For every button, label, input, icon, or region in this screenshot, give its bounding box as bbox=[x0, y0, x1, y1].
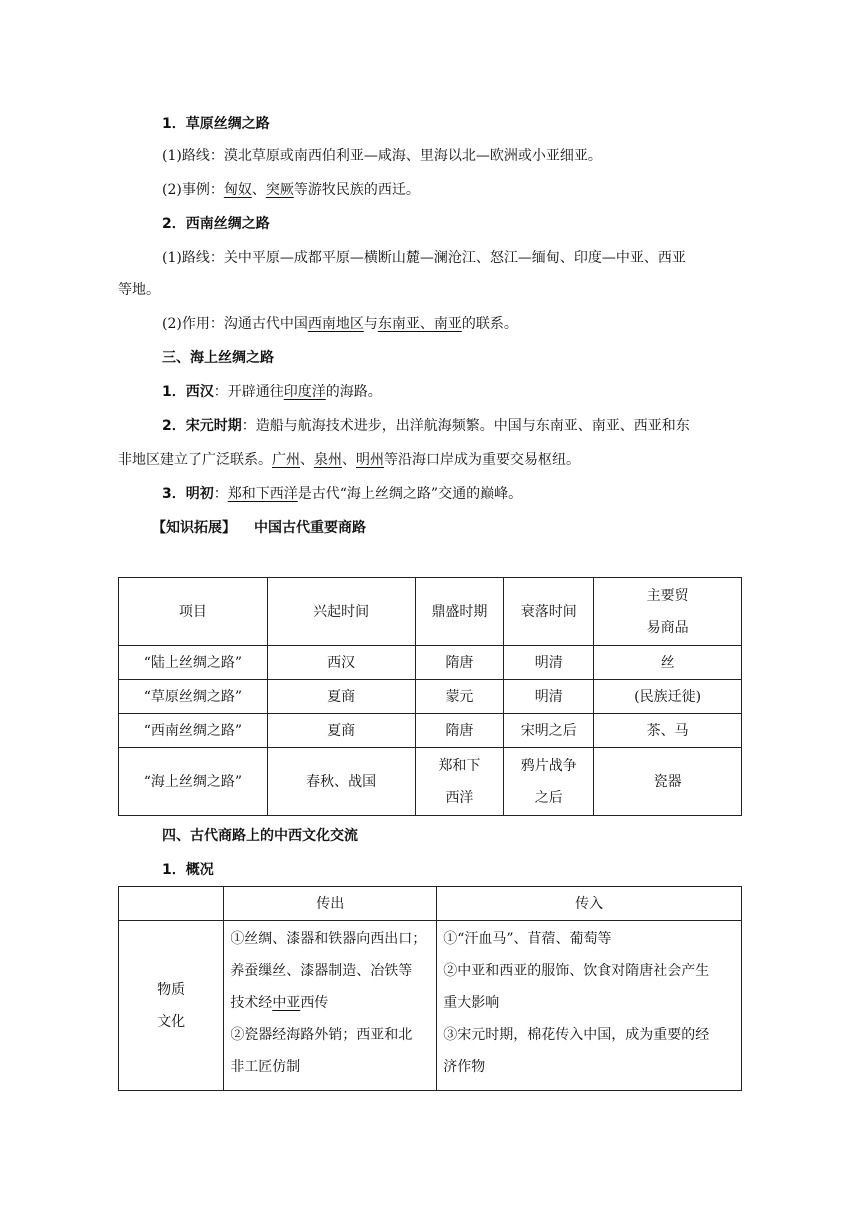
extension-title: 中国古代重要商路 bbox=[254, 520, 366, 536]
table-cell: 春秋、战国 bbox=[267, 748, 415, 816]
role-prefix: (2)作用：沟通古代中国 bbox=[162, 316, 308, 332]
section-title-text: 西南丝绸之路 bbox=[185, 216, 270, 232]
table-cell: 夏商 bbox=[267, 680, 415, 714]
underlined-term: 印度洋 bbox=[283, 384, 326, 400]
maritime-point-3 bbox=[162, 484, 522, 504]
point-label: 3．明初 bbox=[162, 486, 214, 502]
row-label bbox=[119, 921, 224, 1091]
cell-line: ②中亚和西亚的服饰、饮食对隋唐社会产生 bbox=[443, 963, 710, 979]
cell-line: 非工匠仿制 bbox=[230, 1059, 301, 1075]
table-cell: “西南丝绸之路” bbox=[119, 714, 268, 748]
cell-line: ③宋元时期，棉花传入中国，成为重要的经 bbox=[443, 1027, 710, 1043]
section-title-southwest bbox=[162, 214, 270, 234]
table-cell: 西汉 bbox=[267, 646, 415, 680]
maritime-point-2-line1 bbox=[162, 416, 690, 436]
point-text: ：造船与航海技术进步，出洋航海频繁。中国与东南亚、南亚、西亚和东 bbox=[241, 418, 690, 434]
point-text: 的海路。 bbox=[325, 384, 382, 400]
header-cell: 传出 bbox=[224, 887, 437, 921]
cell-line: ②瓷器经海路外销；西亚和北 bbox=[230, 1027, 413, 1043]
southwest-role bbox=[162, 314, 518, 334]
cell-line: 西洋 bbox=[445, 789, 474, 806]
header-cell bbox=[594, 578, 742, 646]
table-cell: 蒙元 bbox=[415, 680, 504, 714]
cultural-exchange-table bbox=[118, 886, 742, 1091]
table-row bbox=[119, 921, 742, 1091]
header-line: 易商品 bbox=[646, 619, 689, 636]
table-row bbox=[119, 680, 742, 714]
connector: 与 bbox=[363, 316, 378, 332]
maritime-point-2-line2 bbox=[118, 450, 580, 470]
table-cell bbox=[415, 748, 504, 816]
table-cell: 明清 bbox=[504, 646, 594, 680]
underlined-term: 中亚 bbox=[272, 995, 301, 1011]
table-cell: 隋唐 bbox=[415, 714, 504, 748]
point-text: 是古代“海上丝绸之路”交通的巅峰。 bbox=[297, 486, 523, 502]
cell-text: 西传 bbox=[300, 995, 329, 1011]
maritime-point-1 bbox=[162, 382, 382, 402]
example-prefix: (2)事例： bbox=[162, 182, 224, 198]
table-row bbox=[119, 646, 742, 680]
cell-line bbox=[230, 987, 436, 1019]
header-cell: 项目 bbox=[119, 578, 268, 646]
underlined-term: 郑和下西洋 bbox=[227, 486, 298, 502]
incoming-cell bbox=[437, 921, 742, 1091]
header-cell: 鼎盛时期 bbox=[415, 578, 504, 646]
table-cell: “草原丝绸之路” bbox=[119, 680, 268, 714]
table-cell: 隋唐 bbox=[415, 646, 504, 680]
table-cell: 茶、马 bbox=[594, 714, 742, 748]
point-text: 等沿海口岸成为重要交易枢纽。 bbox=[384, 452, 580, 468]
table-cell: 明清 bbox=[504, 680, 594, 714]
cell-line: 养蚕缫丝、漆器制造、冶铁等 bbox=[230, 963, 413, 979]
southwest-route-line2: 等地。 bbox=[118, 282, 160, 298]
separator: 、 bbox=[251, 182, 266, 198]
point-label: 1．西汉 bbox=[162, 384, 214, 400]
outgoing-cell bbox=[224, 921, 437, 1091]
header-line: 主要贸 bbox=[646, 587, 689, 604]
header-cell: 传入 bbox=[437, 887, 742, 921]
table-row bbox=[119, 714, 742, 748]
point-label: 2．宋元时期 bbox=[162, 418, 242, 434]
underlined-term: 明州 bbox=[356, 452, 384, 468]
extension-label: 【知识拓展】 bbox=[152, 520, 236, 536]
table-cell: 瓷器 bbox=[594, 748, 742, 816]
cell-line: 重大影响 bbox=[443, 995, 500, 1011]
section-heading-exchange: 四、古代商路上的中西文化交流 bbox=[162, 828, 358, 844]
example-suffix: 等游牧民族的西迁。 bbox=[293, 182, 420, 198]
underlined-term: 匈奴 bbox=[223, 182, 252, 198]
cell-line: 郑和下 bbox=[438, 757, 481, 774]
row-label-line: 物质 bbox=[157, 981, 186, 998]
southwest-route-line1: (1)路线：关中平原—成都平原—横断山麓—澜沧江、怒江—缅甸、印度—中亚、西亚 bbox=[162, 250, 686, 266]
section-heading-maritime: 三、海上丝绸之路 bbox=[162, 350, 274, 366]
section-title-grassland bbox=[162, 114, 270, 134]
table-row bbox=[119, 748, 742, 816]
overview-subheading: 1．概况 bbox=[162, 862, 214, 878]
underlined-term: 西南地区 bbox=[307, 316, 364, 332]
table-cell: “陆上丝绸之路” bbox=[119, 646, 268, 680]
grassland-route: (1)路线：漠北草原或南西伯利亚—咸海、里海以北—欧洲或小亚细亚。 bbox=[162, 148, 602, 164]
header-cell-empty bbox=[119, 887, 224, 921]
underlined-term: 泉州 bbox=[314, 452, 342, 468]
table-header-row bbox=[119, 887, 742, 921]
underlined-term: 东南亚、南亚 bbox=[377, 316, 462, 332]
section-number: 2． bbox=[162, 216, 186, 232]
table-cell: (民族迁徙) bbox=[594, 680, 742, 714]
colon: ： bbox=[213, 486, 228, 502]
header-cell: 衰落时间 bbox=[504, 578, 594, 646]
trade-routes-table bbox=[118, 577, 742, 816]
table-cell bbox=[504, 748, 594, 816]
cell-text: 技术经 bbox=[230, 995, 273, 1011]
table-cell: “海上丝绸之路” bbox=[119, 748, 268, 816]
knowledge-extension-heading bbox=[152, 518, 366, 538]
underlined-term: 突厥 bbox=[265, 182, 294, 198]
table-cell: 宋明之后 bbox=[504, 714, 594, 748]
point-text: ：开辟通往 bbox=[213, 384, 284, 400]
row-label-line: 文化 bbox=[157, 1013, 186, 1030]
section-number: 1． bbox=[162, 116, 186, 132]
header-cell: 兴起时间 bbox=[267, 578, 415, 646]
table-cell: 夏商 bbox=[267, 714, 415, 748]
separator: 、 bbox=[300, 452, 314, 468]
cell-line: 鸦片战争 bbox=[520, 757, 577, 774]
grassland-example bbox=[162, 180, 420, 200]
cell-line: 之后 bbox=[534, 789, 563, 806]
underlined-term: 广州 bbox=[272, 452, 300, 468]
section-title-text: 草原丝绸之路 bbox=[185, 116, 270, 132]
table-header-row bbox=[119, 578, 742, 646]
cell-line: ①“汗血马”、苜蓿、葡萄等 bbox=[443, 931, 612, 947]
point-text: 非地区建立了广泛联系。 bbox=[118, 452, 272, 468]
separator: 、 bbox=[342, 452, 356, 468]
role-suffix: 的联系。 bbox=[461, 316, 518, 332]
table-cell: 丝 bbox=[594, 646, 742, 680]
cell-line: 济作物 bbox=[443, 1059, 486, 1075]
cell-line: ①丝绸、漆器和铁器向西出口； bbox=[230, 931, 427, 947]
